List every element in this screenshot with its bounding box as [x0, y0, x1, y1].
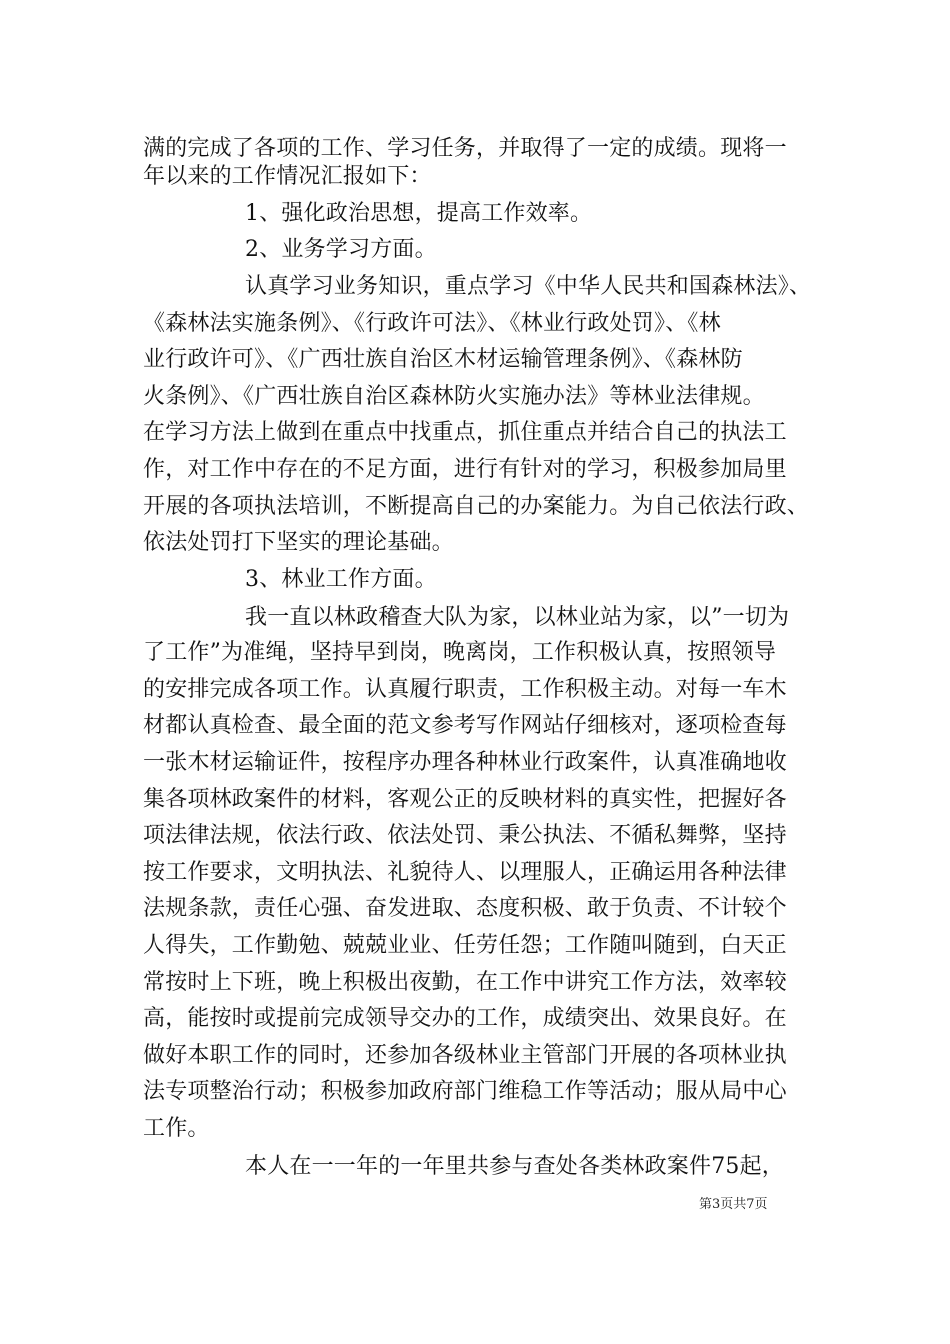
text-line: 了工作”为准绳，坚持早到岗，晚离岗，工作积极认真，按照领导	[143, 640, 777, 665]
text-line: 开展的各项执法培训，不断提高自己的办案能力。为自己依法行政、	[143, 494, 810, 519]
text-line: 材都认真检查、最全面的范文参考写作网站仔细核对，逐项检查每	[143, 713, 787, 738]
text-line: 常按时上下班，晚上积极出夜勤，在工作中讲究工作方法，效率较	[143, 970, 787, 995]
text-line: 做好本职工作的同时，还参加各级林业主管部门开展的各项林业执	[143, 1043, 787, 1068]
text-line: 工作。	[143, 1116, 210, 1141]
text-line: 集各项林政案件的材料，客观公正的反映材料的真实性，把握好各	[143, 787, 787, 812]
page-number: 第3页共7页	[699, 1197, 768, 1212]
text-line: 在学习方法上做到在重点中找重点，抓住重点并结合自己的执法工	[143, 420, 787, 445]
text-line: 依法处罚打下坚实的理论基础。	[143, 530, 454, 555]
text-line: 作，对工作中存在的不足方面，进行有针对的学习，积极参加局里	[143, 457, 787, 482]
text-line: 法专项整治行动；积极参加政府部门维稳工作等活动；服从局中心	[143, 1079, 787, 1104]
text-line: 满的完成了各项的工作、学习任务，并取得了一定的成绩。现将一	[143, 136, 787, 161]
text-line: 高，能按时或提前完成领导交办的工作，成绩突出、效果良好。在	[143, 1006, 787, 1031]
text-line: 人得失，工作勤勉、兢兢业业、任劳任怨；工作随叫随到，白天正	[143, 933, 787, 958]
text-line: 《森林法实施条例》、《行政许可法》、《林业行政处罚》、《林	[143, 311, 721, 336]
text-line: 项法律法规，依法行政、依法处罚、秉公执法、不循私舞弊，坚持	[143, 823, 787, 848]
text-line: 法规条款，责任心强、奋发进取、态度积极、敢于负责、不计较个	[143, 896, 787, 921]
text-line: 一张木材运输证件，按程序办理各种林业行政案件，认真准确地收	[143, 750, 787, 775]
text-line: 的安排完成各项工作。认真履行职责，工作积极主动。对每一车木	[143, 677, 787, 702]
text-line: 业行政许可》、《广西壮族自治区木材运输管理条例》、《森林防	[143, 347, 743, 372]
text-line: 火条例》、《广西壮族自治区森林防火实施办法》等林业法律规。	[143, 384, 765, 409]
text-line: 本人在一一年的一年里共参与查处各类林政案件75起，	[245, 1154, 784, 1179]
text-line: 认真学习业务知识，重点学习《中华人民共和国森林法》、	[245, 274, 812, 299]
text-line: 2、业务学习方面。	[245, 237, 437, 262]
text-line: 按工作要求，文明执法、礼貌待人、以理服人，正确运用各种法律	[143, 860, 787, 885]
text-line: 年以来的工作情况汇报如下：	[143, 164, 432, 189]
text-line: 3、林业工作方面。	[245, 567, 437, 592]
text-line: 我一直以林政稽查大队为家，以林业站为家，以”一切为	[245, 605, 790, 630]
text-line: 1、强化政治思想，提高工作效率。	[245, 201, 593, 226]
